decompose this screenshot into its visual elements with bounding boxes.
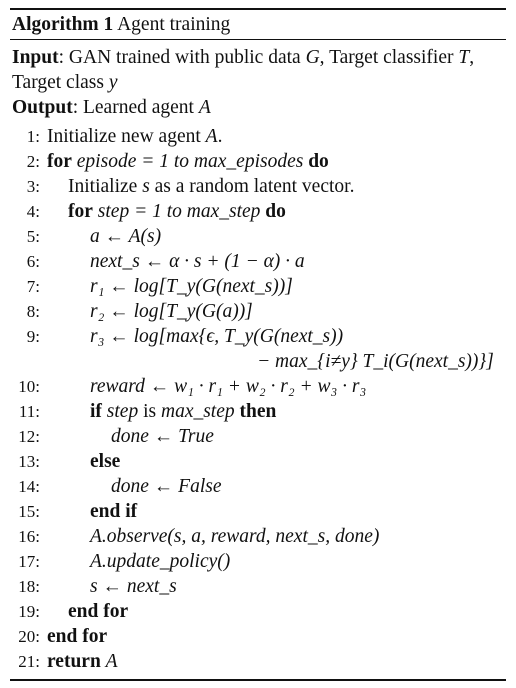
line-number: 21: [18,652,40,671]
keyword-end-for: end for [68,601,129,622]
line-number: 13: [18,452,40,471]
algo-line [10,174,506,199]
line-number: 9: [26,327,40,346]
algo-line [10,599,506,624]
line-number: 7: [26,277,40,296]
line-number: 5: [26,227,40,246]
input-text-3: , [469,47,475,68]
keyword-end-for: end for [47,626,108,647]
line-number: 2: [26,152,40,171]
algo-line [10,449,506,474]
line-expr: r₂ ← log[T_y(G(a))] [90,301,253,322]
algo-line [10,524,506,549]
input-line [10,45,506,70]
line-expr: reward ← w₁ · r₁ + w₂ · r₂ + w₃ · r₃ [90,376,367,397]
line-expr: next_s ← α · s + (1 − α) · a [90,251,305,272]
algo-line [10,624,506,649]
line-expr: done ← True [111,426,214,447]
keyword-do: do [265,201,286,222]
keyword-else: else [90,451,121,472]
keyword-if: if [90,401,102,422]
line-text-rest: as a random latent vector. [154,176,355,197]
line-end: . [217,126,223,147]
line-number: 4: [26,202,40,221]
line-number: 10: [18,377,40,396]
line-expr: a ← A(s) [90,226,162,247]
algo-line [10,274,506,299]
line-number: 19: [18,602,40,621]
line-number: 14: [18,477,40,496]
line-number: 15: [18,502,40,521]
line-expr-2: max_step [160,401,235,422]
keyword-end-if: end if [90,501,138,522]
keyword-for: for [68,201,93,222]
caption-label: Algorithm 1 [12,14,114,35]
line-expr: step [106,401,139,422]
line-expr: A.observe(s, a, reward, next_s, done) [90,526,380,547]
algo-line [10,474,506,499]
line-number: 18: [18,577,40,596]
line-text: Initialize [68,176,138,197]
keyword-then: then [239,401,277,422]
io-block [10,40,506,124]
line-var: s [142,176,150,197]
algo-line [10,574,506,599]
input-var-y: y [108,72,118,93]
line-text: Initialize new agent [47,126,201,147]
input-text-2: , Target classifier [319,47,454,68]
algorithm-lines [10,124,506,674]
algo-line [10,499,506,524]
line-expr-continuation: − max_{i≠y} T_i(G(next_s))}] [257,351,494,372]
algo-line [10,299,506,324]
algo-line [10,324,506,349]
algo-line [10,149,506,174]
line-number: 1: [26,127,40,146]
output-label: Output [12,97,73,118]
line-number: 6: [26,252,40,271]
line-var: A [105,651,118,672]
input-var-g: G [305,47,320,68]
line-expr: r₁ ← log[T_y(G(next_s))] [90,276,293,297]
algorithm-box [10,8,506,681]
output-line [10,95,506,120]
algo-line [10,549,506,574]
line-expr: s ← next_s [90,576,177,597]
input-var-t: T [458,47,470,68]
output-text: : Learned agent [72,97,194,118]
line-expr: done ← False [111,476,222,497]
line-number: 20: [18,627,40,646]
input-label: Input [12,47,59,68]
algo-line [10,649,506,674]
line-number: 8: [26,302,40,321]
algo-line [10,374,506,399]
algo-line [10,199,506,224]
line-var: A [205,126,218,147]
line-number: 16: [18,527,40,546]
line-number: 12: [18,427,40,446]
algo-line [10,424,506,449]
line-number: 3: [26,177,40,196]
input-text-4: Target class [12,72,104,93]
line-expr: step = 1 to max_step [97,201,261,222]
keyword-for: for [47,151,72,172]
algorithm-caption [10,10,506,39]
algo-line [10,399,506,424]
output-var-a: A [198,97,211,118]
bottom-rule [10,679,506,681]
line-expr: r₃ ← log[max{ϵ, T_y(G(next_s)) [90,326,344,347]
line-expr: episode = 1 to max_episodes [76,151,304,172]
line-number: 17: [18,552,40,571]
line-expr: A.update_policy() [90,551,231,572]
algo-line [10,249,506,274]
input-line-2 [10,70,506,95]
keyword-do: do [308,151,329,172]
line-text: is [143,401,157,422]
keyword-return: return [47,651,101,672]
line-number: 11: [18,402,40,421]
input-text: : GAN trained with public data [58,47,301,68]
algo-line-continuation [10,349,506,374]
algo-line [10,124,506,149]
algo-line [10,224,506,249]
caption-title: Agent training [117,14,231,35]
